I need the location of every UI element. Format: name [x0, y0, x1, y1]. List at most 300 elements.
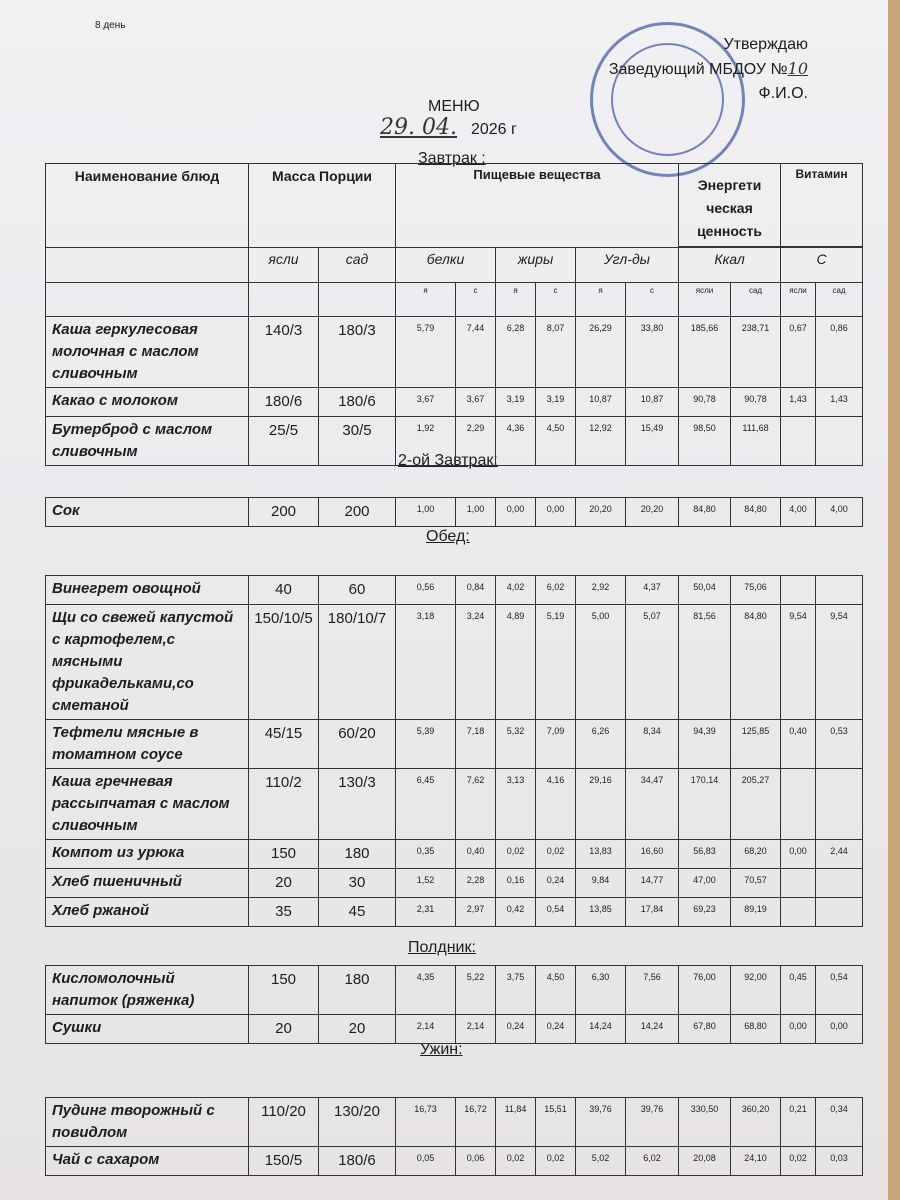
- fat-s: [536, 576, 576, 605]
- nutrient-value: 11,84: [504, 1104, 527, 1114]
- nutrient-value: 0,02: [506, 846, 525, 856]
- mass-yasli: 150/5: [249, 1147, 319, 1176]
- nutrient-value: 68,80: [744, 1021, 767, 1031]
- protein-ya: [396, 898, 456, 927]
- nutrient-value: 5,00: [591, 611, 610, 621]
- carbs-s: [626, 388, 679, 417]
- carbs-ya: [576, 840, 626, 869]
- nutrient-value: 6,45: [416, 775, 435, 785]
- kcal-yasli: [679, 1147, 731, 1176]
- nutrient-value: 0,00: [830, 1021, 848, 1031]
- nutrient-value: 1,43: [789, 394, 807, 404]
- nutrient-value: [783, 579, 813, 601]
- dish-name: Какао с молоком: [46, 388, 249, 417]
- protein-ya: [396, 388, 456, 417]
- kcal-sad: [731, 1098, 781, 1147]
- nutrient-value: [783, 772, 813, 794]
- nutrient-value: 7,44: [466, 323, 485, 333]
- nutrient-value: 2,14: [416, 1021, 435, 1031]
- header-protein: белки: [396, 248, 496, 283]
- carbs-ya: [576, 576, 626, 605]
- lunch-table: [45, 575, 863, 927]
- fat-s: [536, 1147, 576, 1176]
- protein-s: [456, 840, 496, 869]
- nutrient-value: [818, 772, 860, 794]
- date-handwritten: 29. 04.: [380, 115, 457, 140]
- nutrient-value: 15,49: [640, 423, 664, 433]
- table-row: [46, 898, 863, 927]
- nutrient-value: 4,89: [506, 611, 525, 621]
- dish-name: Пудинг творожный с повидлом: [46, 1098, 249, 1147]
- vitamin-c-yasli: [781, 769, 816, 840]
- table-row: [46, 966, 863, 1015]
- nutrient-value: 75,06: [744, 582, 767, 592]
- nutrient-value: 5,39: [416, 726, 435, 736]
- sub-sad: сад: [731, 283, 781, 317]
- fat-ya: [496, 317, 536, 388]
- menu-date: [380, 115, 517, 140]
- nutrient-value: 2,31: [416, 904, 435, 914]
- nutrient-value: 6,02: [643, 1153, 661, 1163]
- nutrient-value: 69,23: [693, 904, 716, 914]
- header-sad: сад: [319, 248, 396, 283]
- nutrient-value: 94,39: [693, 726, 716, 736]
- nutrient-value: 0,02: [789, 1153, 807, 1163]
- carbs-ya: [576, 388, 626, 417]
- breakfast-table: [45, 163, 863, 466]
- table-row: [46, 769, 863, 840]
- fat-s: [536, 898, 576, 927]
- nutrient-value: 0,34: [830, 1104, 848, 1114]
- vitamin-c-yasli: [781, 317, 816, 388]
- nutrient-value: 5,02: [591, 1153, 610, 1163]
- kcal-yasli: [679, 869, 731, 898]
- nutrient-value: 29,16: [589, 775, 612, 785]
- nutrient-value: 7,62: [466, 775, 485, 785]
- dish-name: Кисломолочный напиток (ряженка): [46, 966, 249, 1015]
- nutrient-value: 4,37: [643, 582, 661, 592]
- menu-title: МЕНЮ: [428, 98, 480, 115]
- nutrient-value: 9,54: [789, 611, 807, 621]
- mass-yasli: 35: [249, 898, 319, 927]
- nutrient-value: 2,14: [466, 1021, 485, 1031]
- nutrient-value: 2,92: [591, 582, 610, 592]
- nutrient-value: 2,44: [830, 846, 848, 856]
- mass-sad: 200: [319, 498, 396, 527]
- protein-s: [456, 966, 496, 1015]
- dish-name: Чай с сахаром: [46, 1147, 249, 1176]
- nutrient-value: 39,76: [589, 1104, 612, 1114]
- nutrient-value: 13,85: [589, 904, 612, 914]
- snack-table: [45, 965, 863, 1044]
- dish-name: Хлеб ржаной: [46, 898, 249, 927]
- table-row: [46, 1098, 863, 1147]
- dish-name: Тефтели мясные в томатном соусе: [46, 720, 249, 769]
- nutrient-value: 3,19: [546, 394, 565, 404]
- page-label: 8 день: [95, 20, 126, 31]
- sub-ya: я: [576, 283, 626, 317]
- protein-ya: [396, 1015, 456, 1044]
- mass-sad: 60: [319, 576, 396, 605]
- dish-name: Щи со свежей капустой с картофелем,с мясными фрикадельками,со сметаной: [46, 605, 249, 720]
- vitamin-c-yasli: [781, 966, 816, 1015]
- fat-s: [536, 1015, 576, 1044]
- sub-s: с: [626, 283, 679, 317]
- nutrient-value: 1,43: [830, 394, 848, 404]
- vitamin-c-yasli: [781, 720, 816, 769]
- kcal-sad: [731, 869, 781, 898]
- mass-sad: 180/6: [319, 1147, 396, 1176]
- section-title: 2-ой Завтрак:: [398, 452, 498, 469]
- fat-s: [536, 417, 576, 466]
- nutrient-value: 67,80: [693, 1021, 716, 1031]
- nutrient-value: 4,16: [546, 775, 565, 785]
- carbs-ya: [576, 417, 626, 466]
- nutrient-value: 17,84: [640, 904, 664, 914]
- nutrient-value: 0,06: [466, 1153, 485, 1163]
- nutrient-value: 5,22: [466, 972, 485, 982]
- nutrient-value: [783, 901, 813, 923]
- fat-s: [536, 720, 576, 769]
- approval-block: [609, 33, 808, 106]
- nutrient-value: 10,87: [640, 394, 664, 404]
- sub-s: с: [456, 283, 496, 317]
- carbs-s: [626, 898, 679, 927]
- nutrient-value: 4,36: [506, 423, 525, 433]
- dish-name: Сок: [46, 498, 249, 527]
- protein-ya: [396, 498, 456, 527]
- mass-yasli: 20: [249, 1015, 319, 1044]
- nutrient-value: 84,80: [693, 504, 716, 514]
- mass-sad: 130/20: [319, 1098, 396, 1147]
- carbs-s: [626, 576, 679, 605]
- dinner-table: [45, 1097, 863, 1176]
- table-row: [46, 1147, 863, 1176]
- table-row: [46, 605, 863, 720]
- protein-ya: [396, 605, 456, 720]
- fat-ya: [496, 869, 536, 898]
- nutrient-value: 89,19: [744, 904, 767, 914]
- mass-yasli: 150/10/5: [249, 605, 319, 720]
- nutrient-value: 0,35: [416, 846, 435, 856]
- nutrient-value: 4,02: [506, 582, 525, 592]
- nutrient-value: 5,79: [416, 323, 435, 333]
- nutrient-value: 0,02: [506, 1153, 525, 1163]
- nutrient-value: 330,50: [690, 1104, 719, 1114]
- nutrient-value: 10,87: [589, 394, 612, 404]
- section-title: Полдник:: [408, 939, 476, 956]
- kcal-yasli: [679, 605, 731, 720]
- nutrient-value: 20,20: [589, 504, 612, 514]
- protein-s: [456, 1147, 496, 1176]
- vitamin-c-sad: [816, 869, 863, 898]
- carbs-s: [626, 317, 679, 388]
- mass-yasli: 200: [249, 498, 319, 527]
- vitamin-c-sad: [816, 769, 863, 840]
- nutrient-value: 0,40: [466, 846, 485, 856]
- table-row: [46, 840, 863, 869]
- protein-s: [456, 498, 496, 527]
- nutrient-value: 0,02: [546, 1153, 565, 1163]
- kcal-sad: [731, 317, 781, 388]
- header-carbs: Угл-ды: [576, 248, 679, 283]
- kcal-yasli: [679, 1098, 731, 1147]
- nutrient-value: 98,50: [693, 423, 716, 433]
- carbs-ya: [576, 1098, 626, 1147]
- carbs-ya: [576, 869, 626, 898]
- nutrient-value: 16,72: [464, 1104, 487, 1114]
- vitamin-c-yasli: [781, 898, 816, 927]
- nutrient-value: 3,75: [506, 972, 525, 982]
- kcal-yasli: [679, 576, 731, 605]
- fat-s: [536, 317, 576, 388]
- protein-s: [456, 388, 496, 417]
- date-year: 2026 г: [470, 121, 517, 138]
- dish-name: Сушки: [46, 1015, 249, 1044]
- mass-sad: 30/5: [319, 417, 396, 466]
- dish-name: Винегрет овощной: [46, 576, 249, 605]
- nutrient-value: 5,19: [546, 611, 565, 621]
- section-title: Ужин:: [420, 1041, 463, 1058]
- vitamin-c-sad: [816, 317, 863, 388]
- carbs-s: [626, 720, 679, 769]
- carbs-s: [626, 1098, 679, 1147]
- vitamin-c-sad: [816, 720, 863, 769]
- vitamin-c-sad: [816, 1147, 863, 1176]
- carbs-s: [626, 840, 679, 869]
- fat-ya: [496, 576, 536, 605]
- nutrient-value: 68,20: [744, 846, 767, 856]
- nutrient-value: 5,07: [643, 611, 661, 621]
- fat-ya: [496, 1015, 536, 1044]
- vitamin-c-sad: [816, 966, 863, 1015]
- nutrient-value: 0,21: [789, 1104, 807, 1114]
- nutrient-value: 81,56: [693, 611, 716, 621]
- nutrient-value: 0,00: [506, 504, 525, 514]
- protein-s: [456, 1098, 496, 1147]
- table-row: [46, 498, 863, 527]
- header-yasli: ясли: [249, 248, 319, 283]
- mass-yasli: 140/3: [249, 317, 319, 388]
- kcal-sad: [731, 417, 781, 466]
- nutrient-value: 1,00: [416, 504, 435, 514]
- kcal-sad: [731, 966, 781, 1015]
- table-row: [46, 576, 863, 605]
- nutrient-value: 15,51: [544, 1104, 567, 1114]
- mass-sad: 180/3: [319, 317, 396, 388]
- nutrient-value: 0,00: [789, 846, 807, 856]
- vitamin-c-sad: [816, 498, 863, 527]
- kcal-yasli: [679, 966, 731, 1015]
- carbs-s: [626, 966, 679, 1015]
- carbs-ya: [576, 966, 626, 1015]
- fat-ya: [496, 498, 536, 527]
- protein-ya: [396, 1147, 456, 1176]
- nutrient-value: 0,84: [466, 582, 485, 592]
- nutrient-value: 6,30: [591, 972, 610, 982]
- nutrient-value: 6,26: [591, 726, 610, 736]
- header-mass: Масса Порции: [249, 164, 396, 248]
- mass-sad: 180: [319, 840, 396, 869]
- nutrient-value: 90,78: [744, 394, 767, 404]
- fat-s: [536, 498, 576, 527]
- header-vitamin-c: С: [781, 248, 863, 283]
- kcal-sad: [731, 605, 781, 720]
- nutrient-value: 3,67: [416, 394, 435, 404]
- mass-yasli: 40: [249, 576, 319, 605]
- header-energy: Энергети ческая ценность: [679, 164, 781, 247]
- carbs-s: [626, 498, 679, 527]
- nutrient-value: 12,92: [589, 423, 612, 433]
- nutrient-value: 2,29: [466, 423, 485, 433]
- protein-ya: [396, 417, 456, 466]
- nutrient-value: 0,24: [506, 1021, 525, 1031]
- nutrient-value: [818, 579, 860, 601]
- dish-name: Хлеб пшеничный: [46, 869, 249, 898]
- header-name: Наименование блюд: [46, 164, 249, 248]
- nutrient-value: 7,18: [466, 726, 485, 736]
- nutrient-value: 9,84: [591, 875, 610, 885]
- dish-name: Каша гречневая рассыпчатая с маслом сливочным: [46, 769, 249, 840]
- sub-ya: я: [396, 283, 456, 317]
- kcal-yasli: [679, 388, 731, 417]
- vitamin-c-yasli: [781, 1015, 816, 1044]
- nutrient-value: 4,00: [789, 504, 807, 514]
- protein-ya: [396, 317, 456, 388]
- vitamin-c-yasli: [781, 1098, 816, 1147]
- nutrient-value: 92,00: [744, 972, 767, 982]
- nutrient-value: 20,20: [640, 504, 664, 514]
- mass-sad: 20: [319, 1015, 396, 1044]
- nutrient-value: [818, 420, 860, 442]
- fat-ya: [496, 605, 536, 720]
- table-row: [46, 317, 863, 388]
- protein-ya: [396, 840, 456, 869]
- table-row: [46, 1015, 863, 1044]
- approval-position: Заведующий МБДОУ №: [608, 61, 788, 78]
- protein-ya: [396, 966, 456, 1015]
- nutrient-value: 0,54: [830, 972, 848, 982]
- kcal-sad: [731, 898, 781, 927]
- mass-yasli: 150: [249, 840, 319, 869]
- mass-sad: 60/20: [319, 720, 396, 769]
- kcal-sad: [731, 840, 781, 869]
- fat-s: [536, 388, 576, 417]
- mass-yasli: 45/15: [249, 720, 319, 769]
- protein-s: [456, 417, 496, 466]
- nutrient-value: 4,00: [830, 504, 848, 514]
- nutrient-value: 1,52: [416, 875, 435, 885]
- vitamin-c-yasli: [781, 417, 816, 466]
- mass-sad: 30: [319, 869, 396, 898]
- vitamin-c-yasli: [781, 869, 816, 898]
- vitamin-c-yasli: [781, 605, 816, 720]
- table-row: [46, 720, 863, 769]
- mass-yasli: 110/2: [249, 769, 319, 840]
- vitamin-c-sad: [816, 1015, 863, 1044]
- kcal-yasli: [679, 498, 731, 527]
- nutrient-value: 0,00: [789, 1021, 807, 1031]
- protein-s: [456, 576, 496, 605]
- nutrient-value: 0,40: [789, 726, 807, 736]
- nutrient-value: 16,60: [640, 846, 664, 856]
- mass-sad: 45: [319, 898, 396, 927]
- mass-sad: 180: [319, 966, 396, 1015]
- sub-ya: я: [496, 283, 536, 317]
- dish-name: Бутерброд с маслом сливочным: [46, 417, 249, 466]
- vitamin-c-sad: [816, 1098, 863, 1147]
- carbs-ya: [576, 898, 626, 927]
- approval-title: Утверждаю: [723, 36, 808, 53]
- nutrient-value: [818, 901, 860, 923]
- nutrient-value: 4,50: [546, 972, 565, 982]
- fat-s: [536, 840, 576, 869]
- nutrient-value: 3,19: [506, 394, 525, 404]
- nutrient-value: 13,83: [589, 846, 612, 856]
- vitamin-c-sad: [816, 388, 863, 417]
- nutrient-value: 3,67: [466, 394, 485, 404]
- protein-s: [456, 720, 496, 769]
- approval-fio: Ф.И.О.: [758, 85, 808, 102]
- nutrient-value: 0,16: [506, 875, 525, 885]
- carbs-ya: [576, 498, 626, 527]
- header-nutrients: Пищевые вещества: [396, 164, 679, 247]
- nutrient-value: 84,80: [744, 611, 767, 621]
- second-breakfast-table: [45, 497, 863, 527]
- protein-s: [456, 1015, 496, 1044]
- fat-ya: [496, 720, 536, 769]
- carbs-ya: [576, 605, 626, 720]
- fat-ya: [496, 1147, 536, 1176]
- nutrient-value: 0,54: [546, 904, 565, 914]
- table-row: [46, 388, 863, 417]
- nutrient-value: 7,09: [546, 726, 565, 736]
- fat-ya: [496, 417, 536, 466]
- kcal-yasli: [679, 1015, 731, 1044]
- mass-yasli: 110/20: [249, 1098, 319, 1147]
- carbs-s: [626, 417, 679, 466]
- protein-s: [456, 605, 496, 720]
- nutrient-value: 6,28: [506, 323, 525, 333]
- fat-s: [536, 869, 576, 898]
- nutrient-value: 0,05: [416, 1153, 435, 1163]
- mass-sad: 130/3: [319, 769, 396, 840]
- nutrient-value: 56,83: [693, 846, 716, 856]
- nutrient-value: 2,97: [466, 904, 485, 914]
- nutrient-value: 0,24: [546, 875, 565, 885]
- vitamin-c-sad: [816, 576, 863, 605]
- vitamin-c-yasli: [781, 840, 816, 869]
- fat-ya: [496, 388, 536, 417]
- mass-yasli: 25/5: [249, 417, 319, 466]
- nutrient-value: 84,80: [744, 504, 767, 514]
- nutrient-value: 0,42: [506, 904, 525, 914]
- fat-s: [536, 605, 576, 720]
- vitamin-c-yasli: [781, 576, 816, 605]
- nutrient-value: 360,20: [741, 1104, 770, 1114]
- nutrient-value: 6,02: [546, 582, 565, 592]
- nutrient-value: 0,53: [830, 726, 848, 736]
- nutrient-value: 0,67: [789, 323, 807, 333]
- nutrient-value: 14,24: [640, 1021, 664, 1031]
- header-vitamin: Витамин: [781, 164, 863, 247]
- nutrient-value: [783, 872, 813, 894]
- vitamin-c-yasli: [781, 1147, 816, 1176]
- carbs-ya: [576, 720, 626, 769]
- vitamin-c-sad: [816, 605, 863, 720]
- table-row: [46, 869, 863, 898]
- protein-ya: [396, 720, 456, 769]
